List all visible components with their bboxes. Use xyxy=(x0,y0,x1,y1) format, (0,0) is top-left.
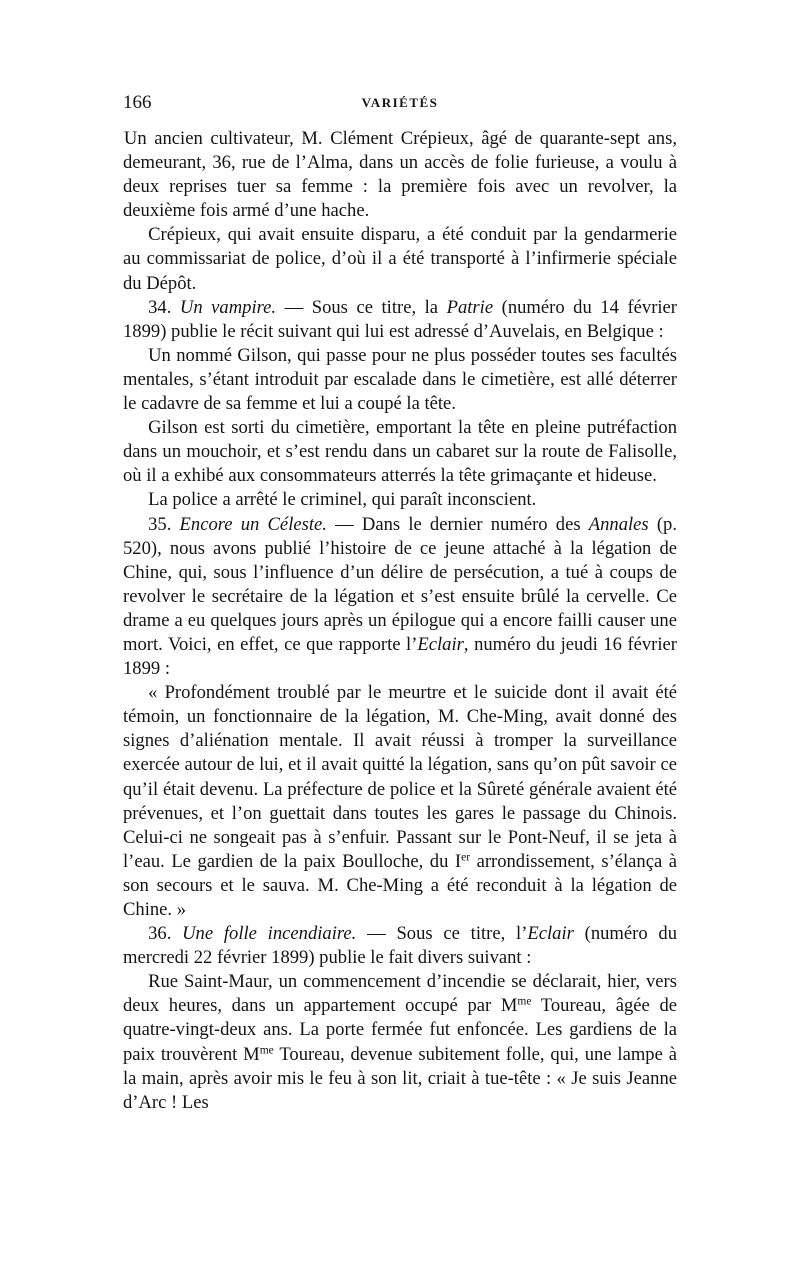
italic-text: Une folle incendiaire. xyxy=(182,923,357,945)
paragraph-p9 xyxy=(123,922,677,970)
paragraph-p1 xyxy=(123,127,677,223)
text-run: Un nommé Gilson, qui passe pour ne plus posséder toutes ses facultés mentales, s’étant introduit par escalade dans le cimetière, est allé déterrer le cadavre de sa femme et lui a coupé la tête. xyxy=(123,344,677,415)
paragraph-p4 xyxy=(123,344,677,416)
text-run: — Sous ce titre, la xyxy=(276,296,447,318)
italic-text: Encore un Céleste. xyxy=(179,513,327,535)
text-run: (p. 520), nous avons publié l’histoire de ce jeune attaché à la légation de Chine, qui, sous l’influence d’un délire de persécution, a tué à coups de revolver le secrétaire de la légation et s’est ensuite brûlé la cervelle. Ce drame a eu quelques jours après un épilogue qui a encore failli causer une mort. Voici, en effet, ce que rapporte l’ xyxy=(123,513,677,655)
text-run: Toureau, devenue subitement folle, qui, une lampe à la main, après avoir mis le feu à son lit, criait à tue-tête : « Je suis Jeanne d’Arc ! Les xyxy=(123,1043,677,1113)
paragraph-p8 xyxy=(123,681,677,922)
text-run: La police a arrêté le criminel, qui paraît inconscient. xyxy=(148,489,537,511)
text-run: « Profondément troublé par le meurtre et le suicide dont il avait été témoin, un fonctionnaire de la légation, M. Che-Ming, avait donné des signes d’aliénation mentale. Il avait réussi à tromper la surveillance exercée autour de lui, et il avait quitté la légation, sans qu’on pût savoir ce qu’il était devenu. La préfecture de police et la Sûreté générale avaient été prévenues, et l’on guettait dans toutes les gares le passage du Chinois. Celui-ci ne songeait pas à s’enfuir. Passant sur le Pont-Neuf, il se jeta à l’eau. Le gardien de la paix Boulloche, du I xyxy=(123,682,677,872)
paragraph-p7 xyxy=(123,513,677,682)
superscript-text: me xyxy=(517,996,532,1009)
page-number: 166 xyxy=(123,92,152,113)
paragraph-p10 xyxy=(123,970,677,1115)
text-run: Gilson est sorti du cimetière, emportant la tête en pleine putréfaction dans un mouchoir, et s’est rendu dans un cabaret sur la route de Falisolle, où il a exhibé aux consommateurs atterrés la tête grimaçante et hideuse. xyxy=(123,417,677,487)
italic-text: Eclair xyxy=(527,923,574,945)
italic-text: Patrie xyxy=(446,296,494,318)
body-text xyxy=(123,127,677,1115)
page-header xyxy=(123,92,677,118)
italic-text: Annales xyxy=(588,513,649,535)
text-run: — Dans le dernier numéro des xyxy=(326,513,589,535)
paragraph-p2 xyxy=(123,223,677,295)
italic-text: Un vampire. xyxy=(179,296,277,318)
paragraph-p3 xyxy=(123,296,677,344)
superscript-text: er xyxy=(461,851,471,864)
text-run: (numéro du 14 février 1899) publie le récit suivant qui lui est adressé d’Auvelais, en Belgique : xyxy=(123,296,677,342)
text-run: , numéro du jeudi 16 février 1899 : xyxy=(123,633,677,680)
text-run: 35. xyxy=(148,513,180,535)
text-run: — Sous ce titre, l’ xyxy=(356,923,528,945)
text-run: Rue Saint-Maur, un commencement d’incendie se déclarait, hier, vers deux heures, dans un appartement occupé par M xyxy=(123,971,677,1017)
superscript-text: me xyxy=(259,1044,274,1057)
text-run: (numéro du mercredi 22 février 1899) publie le fait divers suivant : xyxy=(123,923,677,969)
running-head: VARIÉTÉS xyxy=(361,95,439,110)
text-run: 34. xyxy=(148,296,180,318)
text-run: Toureau, âgée de quatre-vingt-deux ans. La porte fermée fut enfoncée. Les gardiens de la paix trouvèrent M xyxy=(123,995,677,1065)
paragraph-p6 xyxy=(123,488,677,512)
text-run: 36. xyxy=(148,923,183,945)
italic-text: Eclair xyxy=(417,633,464,655)
text-run: arrondissement, s’élança à son secours et le sauva. M. Che-Ming a été reconduit à la légation de Chine. » xyxy=(123,850,677,920)
text-run: Crépieux, qui avait ensuite disparu, a été conduit par la gendarmerie au commissariat de police, d’où il a été transporté à l’infirmerie spéciale du Dépôt. xyxy=(123,224,677,294)
text-run: Un ancien cultivateur, M. Clément Crépieux, âgé de quarante-sept ans, demeurant, 36, rue de l’Alma, dans un accès de folie furieuse, a voulu à deux reprises tuer sa femme : la première fois avec un revolver, la deuxième fois armé d’une hache. xyxy=(123,128,677,222)
paragraph-p5 xyxy=(123,416,677,488)
